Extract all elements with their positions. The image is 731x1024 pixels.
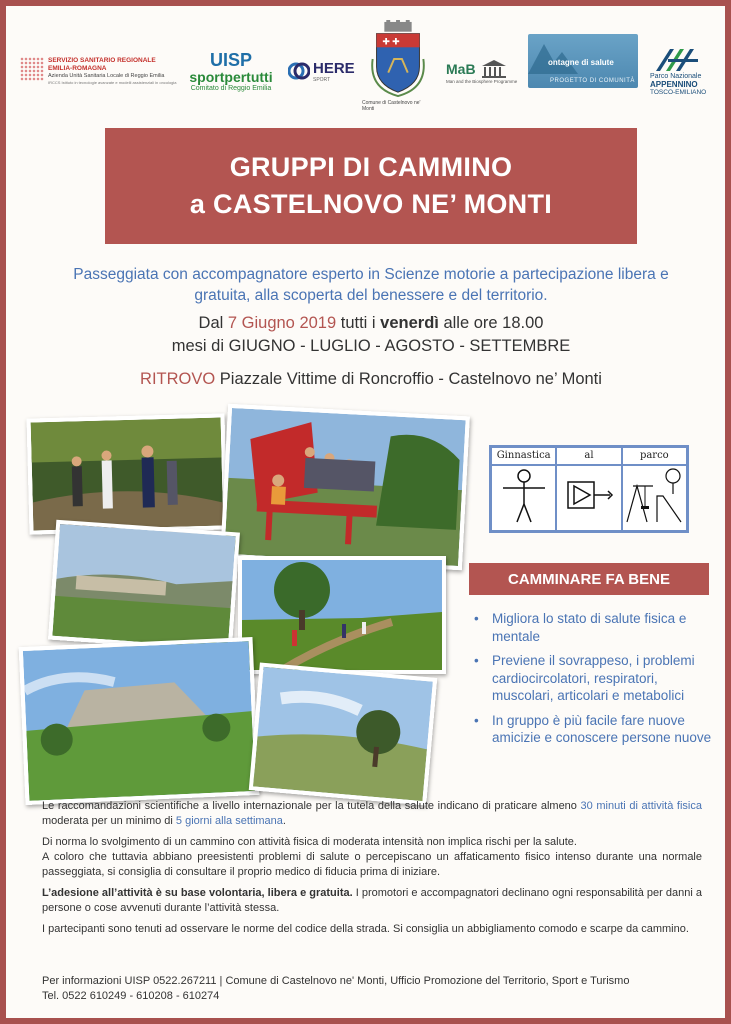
benefit-item: • Previene il sovrappeso, i problemi cardiocircolatori, respiratori, muscolari, articolari e metabolici	[474, 652, 714, 705]
here-sub: SPORT	[313, 76, 331, 83]
paragraph-disclaimer	[42, 886, 702, 916]
ssr-dots-icon	[20, 57, 44, 81]
schedule	[46, 312, 696, 358]
uisp-name: UISP	[209, 50, 252, 70]
montagne-name: ontagne di salute	[548, 58, 614, 67]
photo-forest-walk	[27, 413, 228, 534]
paragraph-no-risk: Di norma lo svolgimento di un cammino con attività fisica di moderata intensità non implica rischi per la salute.	[42, 836, 577, 848]
unesco-temple-icon	[480, 59, 508, 79]
playground-icon	[623, 466, 685, 526]
p1-highlight-minutes: 30 minuti di attività fisica	[580, 800, 702, 812]
paragraph-road-rules: I partecipanti sono tenuti ad osservare le norme del codice della strada. Si consiglia un abbigliamento comodo e scarpe da cammino.	[42, 923, 689, 935]
photo-town-panorama	[48, 520, 240, 653]
ssr-line2: EMILIA-ROMAGNA	[48, 64, 107, 72]
parco-line3: TOSCO-EMILIANO	[650, 88, 707, 96]
crest-icon	[368, 20, 428, 98]
p1-text-e: .	[282, 815, 286, 827]
pictogram-cell-parco	[623, 448, 686, 530]
ginnastica-al-parco-pictogram	[489, 445, 689, 533]
paragraph-recommendation	[42, 799, 702, 829]
parco-stripes-icon	[650, 47, 706, 73]
photo-red-bench-group	[220, 404, 470, 570]
photo-pietra-di-bismantova	[19, 637, 260, 805]
benefit-item: • In gruppo è più facile fare nuove amicizie e conoscere persone nuove	[474, 712, 714, 747]
schedule-time: alle ore 18.00	[438, 314, 544, 332]
photo-meadow-hikers	[238, 556, 446, 674]
schedule-mid: tutti i	[336, 314, 381, 332]
meeting-point	[46, 370, 696, 389]
title-line2: a CASTELNOVO NE’ MONTI	[189, 189, 553, 219]
footer-line1: Per informazioni UISP 0522.267211 | Comune di Castelnovo ne' Monti, Ufficio Promozione del Territorio, Sport e Turismo	[42, 975, 630, 987]
here-name: HERE	[313, 59, 355, 77]
schedule-line	[46, 312, 696, 335]
ssr-line1: SERVIZIO SANITARIO REGIONALE	[48, 56, 156, 64]
schedule-day: venerdì	[380, 314, 439, 332]
p1-highlight-days: 5 giorni alla settimana	[175, 815, 283, 827]
parco-line1: Parco Nazionale	[650, 72, 702, 80]
uisp-sub: Comitato di Reggio Emilia	[190, 85, 272, 92]
schedule-date: 7 Giugno 2019	[227, 314, 337, 332]
title-line1: GRUPPI DI CAMMINO	[229, 152, 513, 182]
benefits-header: CAMMINARE FA BENE	[469, 563, 709, 595]
p1-text-a: Le raccomandazioni scientifiche a livello internazionale per la tutela della salute indicano di praticare almeno	[42, 800, 581, 812]
title-banner	[105, 128, 637, 244]
benefit-item: • Migliora lo stato di salute fisica e mentale	[474, 610, 714, 645]
mab-sub: Man and the Biosphere Programme	[446, 78, 518, 84]
here-sport-icon	[288, 60, 310, 82]
pictogram-cell-ginnastica	[492, 448, 557, 530]
contact-footer	[42, 974, 702, 1004]
crest-caption: Comune di Castelnovo ne' Monti	[362, 100, 421, 112]
recommendations-text	[42, 799, 702, 943]
mab-unesco-logo	[446, 36, 526, 106]
uisp-logo	[186, 36, 276, 106]
person-exercise-icon	[499, 466, 549, 526]
parco-line2: APPENNINO	[650, 79, 698, 89]
meeting-label: RITROVO	[140, 370, 216, 388]
intro-text: Passeggiata con accompagnatore esperto in Scienze motorie a partecipazione libera e gratuita, alla scoperta del benessere e del territorio.	[73, 266, 669, 304]
uisp-tagline: sportpertutti	[189, 69, 273, 85]
p4-rest: I promotori e accompagnatori declinano ogni responsabilità per danni a persone o cose avvenuti durante l’attività stessa.	[42, 887, 702, 914]
ssr-line3: Azienda Unità Sanitaria Locale di Reggio Emilia	[48, 72, 165, 79]
p1-text-c: moderata per un minimo di	[42, 815, 176, 827]
pictogram-label-ginnastica: Ginnastica	[492, 448, 555, 466]
pictogram-label-al: al	[557, 448, 620, 466]
photo-hill-tree	[249, 662, 437, 805]
here-logo	[288, 36, 368, 106]
arrow-into-box-icon	[562, 466, 616, 526]
parco-appennino-logo	[650, 36, 726, 106]
schedule-prefix: Dal	[198, 314, 228, 332]
meeting-place: Piazzale Vittime di Roncroffio - Castelnovo ne’ Monti	[215, 370, 602, 388]
montagne-di-salute-logo	[528, 34, 638, 88]
ssr-line4: IRCCS Istituto in tecnologie avanzate e modelli assistenziali in oncologia	[48, 79, 177, 85]
pictogram-cell-al	[557, 448, 622, 530]
benefits-list	[474, 610, 714, 754]
montagne-sub: PROGETTO DI COMUNITÀ	[550, 78, 635, 84]
p4-bold: L’adesione all’attività è su base volontaria, libera e gratuita.	[42, 887, 353, 899]
pictogram-label-parco: parco	[623, 448, 686, 466]
ssr-logo	[20, 36, 190, 106]
mab-name: MaB	[446, 60, 476, 77]
schedule-months: mesi di GIUGNO - LUGLIO - AGOSTO - SETTEMBRE	[171, 337, 571, 355]
comune-crest-logo	[362, 20, 434, 112]
svg-text:✚ ✚: ✚ ✚	[382, 36, 400, 47]
footer-line2: Tel. 0522 610249 - 610208 - 610274	[42, 990, 220, 1002]
paragraph-consult-doctor: A coloro che tuttavia abbiano preesistenti problemi di salute o percepiscano un affaticamento fisico intenso durante una normale passeggiata, si consiglia di consultare il proprio medico di fiducia prima di iniziare.	[42, 851, 702, 878]
